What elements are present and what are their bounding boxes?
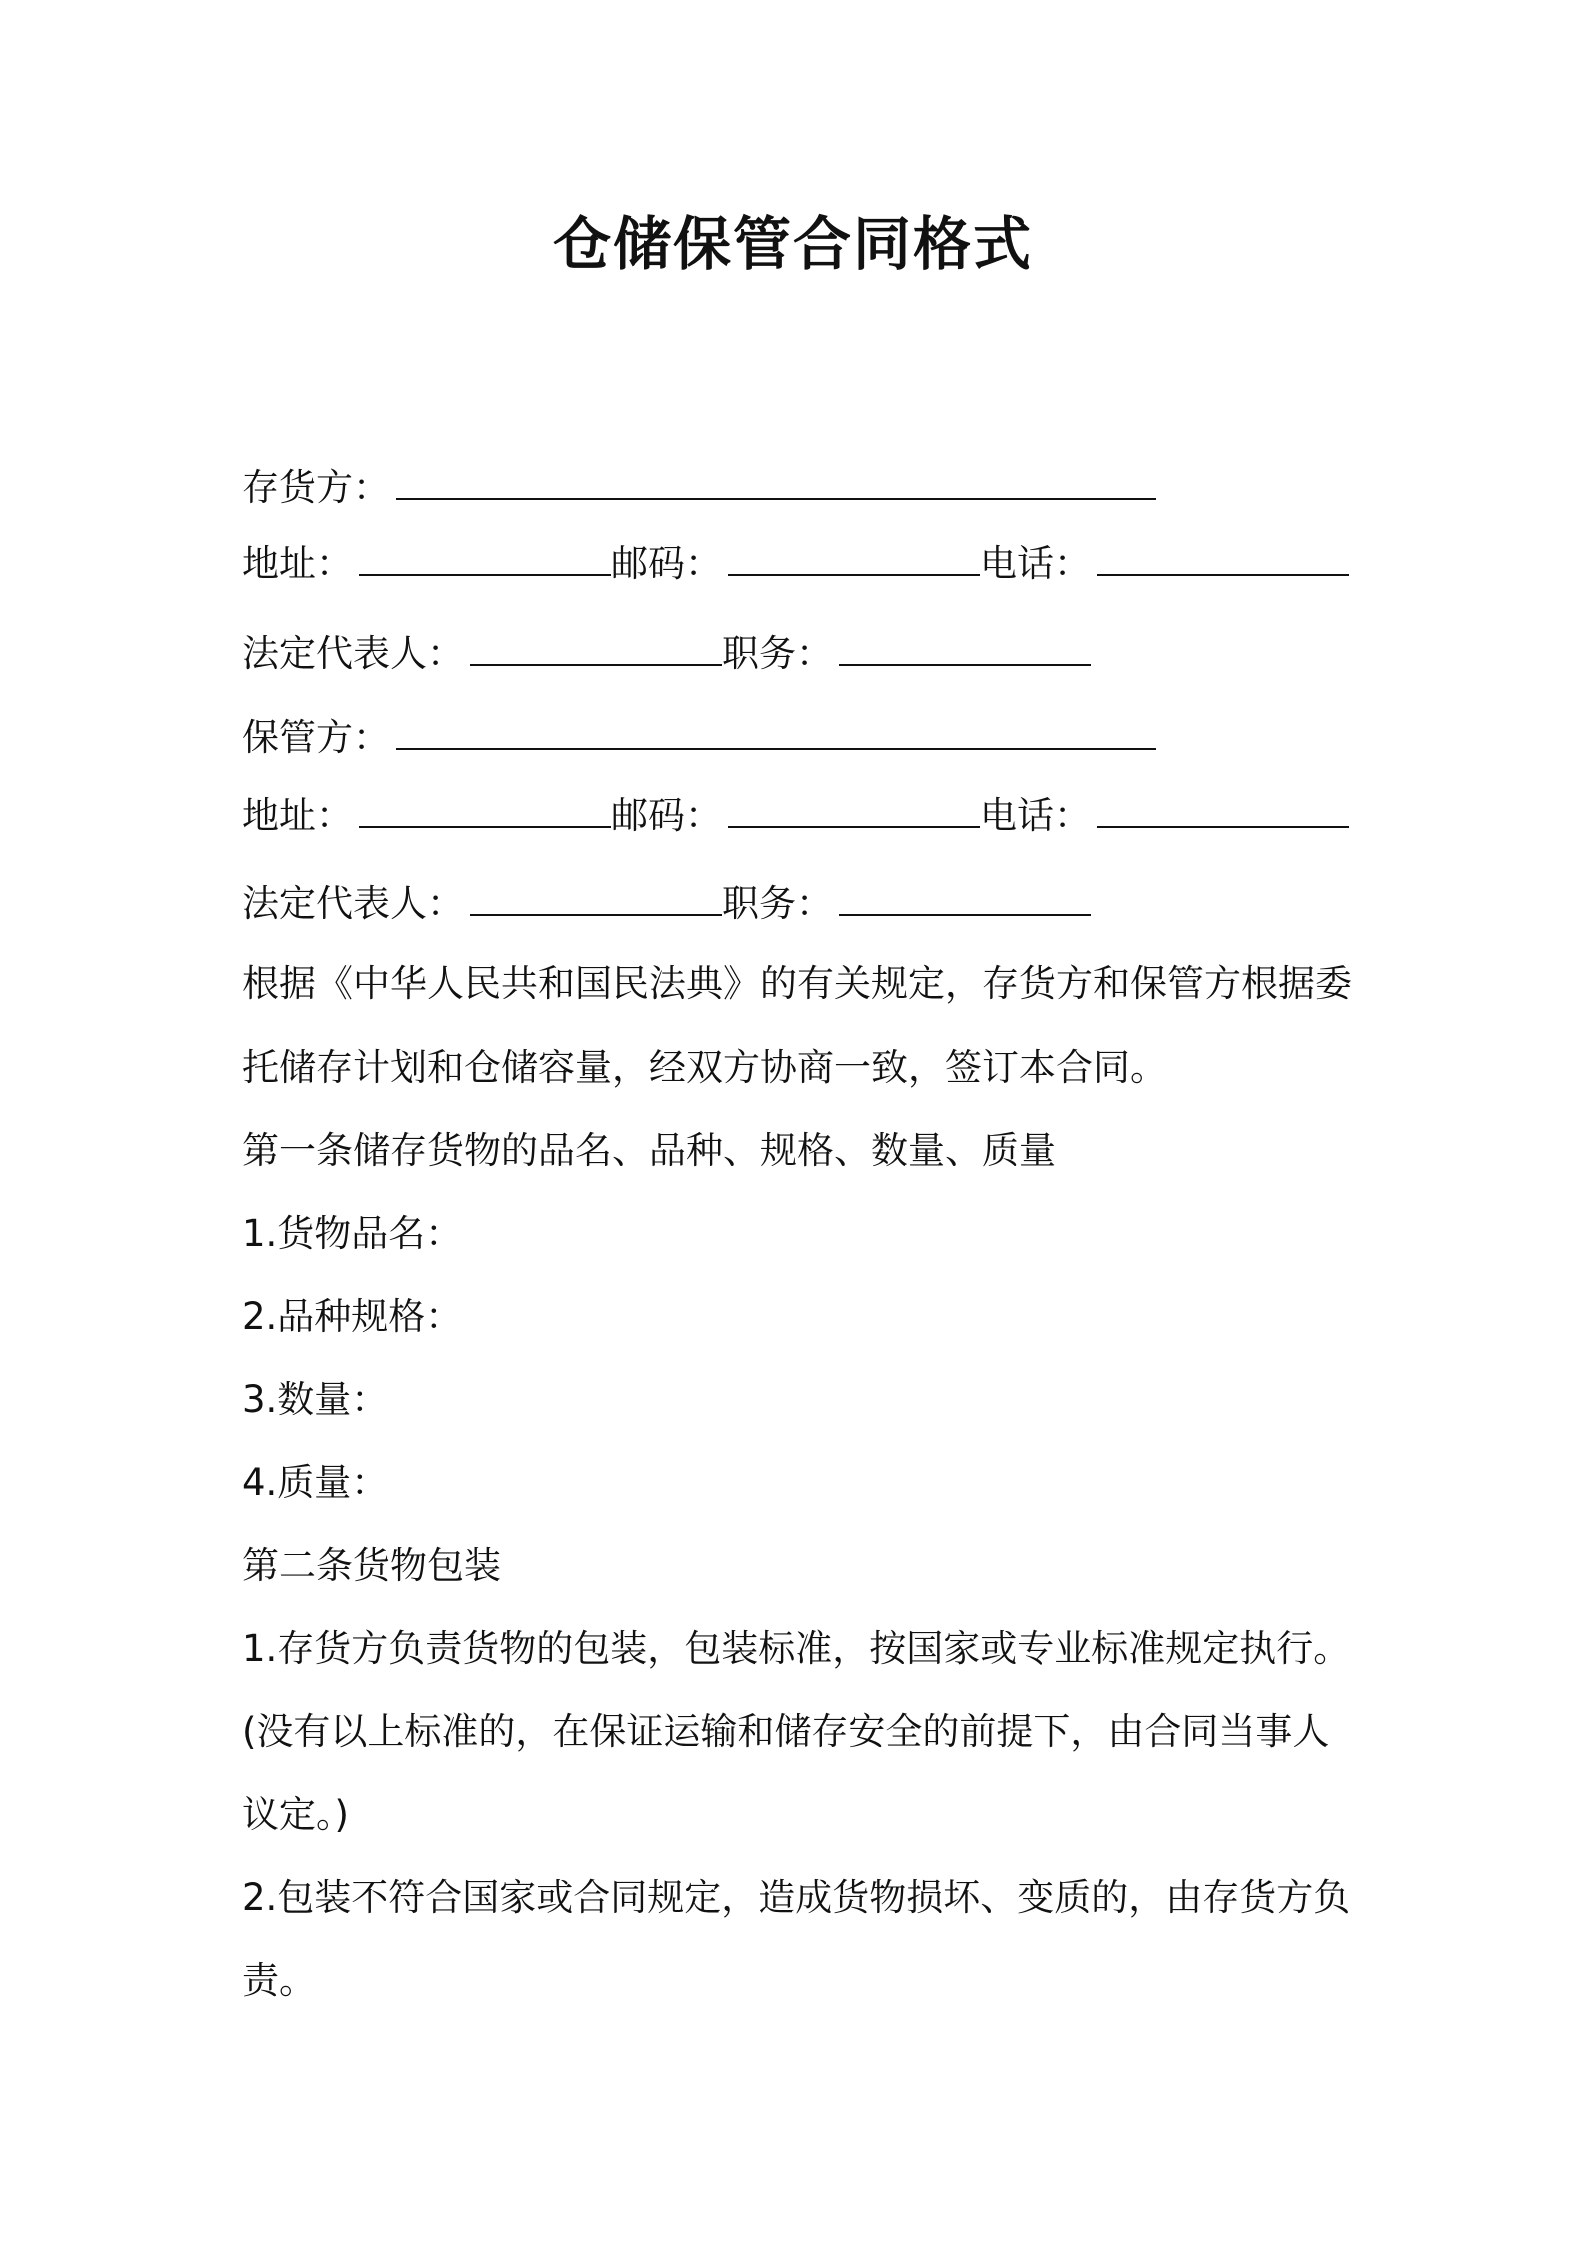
depositor-position-blank[interactable] (839, 630, 1091, 666)
depositor-postcode-label: 邮码： (611, 542, 722, 585)
depositor-rep-line (242, 628, 1091, 680)
depositor-phone-blank[interactable] (1097, 540, 1349, 576)
article1-item: 3.数量： (242, 1378, 389, 1421)
custodian-address-blank[interactable] (359, 792, 611, 828)
custodian-address-label: 地址： (242, 794, 353, 837)
custodian-phone-label: 电话： (980, 794, 1091, 837)
custodian-contact-line (242, 790, 1349, 842)
custodian-blank[interactable] (396, 714, 1156, 750)
depositor-address-blank[interactable] (359, 540, 611, 576)
depositor-postcode-blank[interactable] (728, 540, 980, 576)
depositor-line (242, 462, 1156, 514)
depositor-blank[interactable] (396, 464, 1156, 500)
custodian-postcode-blank[interactable] (728, 792, 980, 828)
depositor-legal-rep-label: 法定代表人： (242, 632, 464, 675)
depositor-contact-line (242, 538, 1349, 590)
depositor-label: 存货方： (242, 466, 390, 509)
custodian-rep-line (242, 878, 1091, 930)
custodian-label: 保管方： (242, 716, 390, 759)
article2-line: (没有以上标准的，在保证运输和储存安全的前提下，由合同当事人 (242, 1710, 1330, 1753)
depositor-address-label: 地址： (242, 542, 353, 585)
preamble-line: 根据《中华人民共和国民法典》的有关规定，存货方和保管方根据委 (242, 962, 1352, 1005)
custodian-postcode-label: 邮码： (611, 794, 722, 837)
article1-heading: 第一条储存货物的品名、品种、规格、数量、质量 (242, 1129, 1056, 1172)
custodian-position-label: 职务： (722, 882, 833, 925)
article2-line: 议定。) (242, 1793, 349, 1836)
article2-line: 2.包装不符合国家或合同规定，造成货物损坏、变质的，由存货方负 (242, 1876, 1351, 1919)
depositor-legal-rep-blank[interactable] (470, 630, 722, 666)
document-title: 仓储保管合同格式 (552, 210, 1033, 278)
custodian-legal-rep-blank[interactable] (470, 880, 722, 916)
preamble-line: 托储存计划和仓储容量，经双方协商一致，签订本合同。 (242, 1046, 1167, 1089)
article2-line: 责。 (242, 1959, 316, 2002)
custodian-legal-rep-label: 法定代表人： (242, 882, 464, 925)
article1-item: 4.质量： (242, 1461, 389, 1504)
article2-heading: 第二条货物包装 (242, 1544, 501, 1587)
custodian-position-blank[interactable] (839, 880, 1091, 916)
custodian-phone-blank[interactable] (1097, 792, 1349, 828)
article2-line: 1.存货方负责货物的包装，包装标准，按国家或专业标准规定执行。 (242, 1627, 1351, 1670)
article1-item: 2.品种规格： (242, 1295, 463, 1338)
depositor-phone-label: 电话： (980, 542, 1091, 585)
article1-item: 1.货物品名： (242, 1212, 463, 1255)
depositor-position-label: 职务： (722, 632, 833, 675)
custodian-line (242, 712, 1156, 764)
